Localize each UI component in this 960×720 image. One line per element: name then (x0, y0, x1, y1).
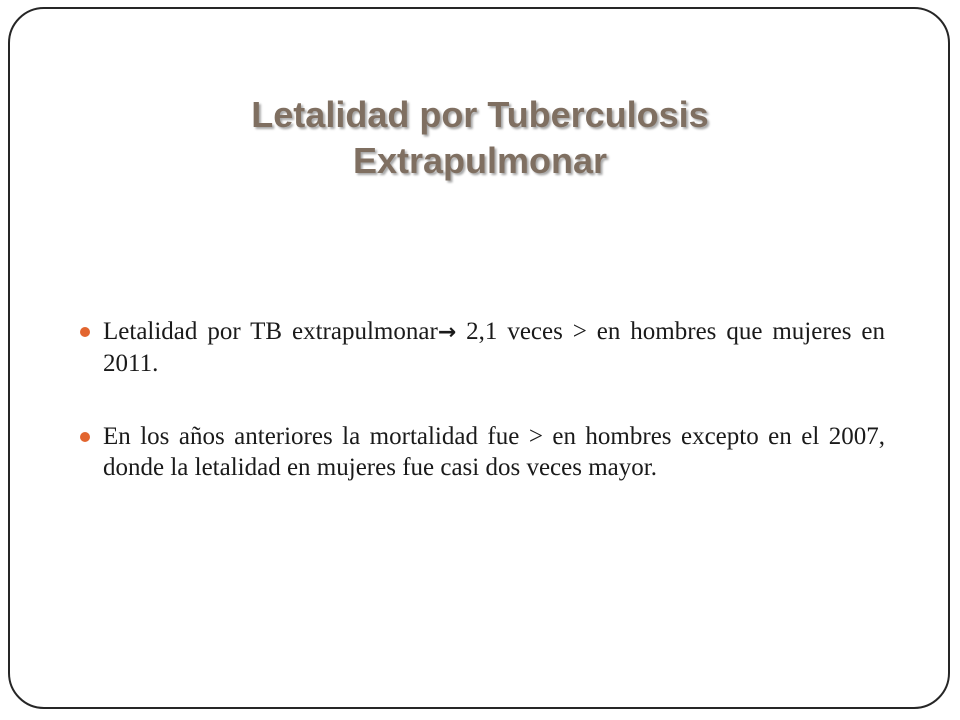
bullet-text: En los años anteriores la mortalidad fue > en hombres excepto en el 2007, donde la letalidad en mujeres fue casi dos veces mayor. (103, 423, 885, 481)
title-line-1: Letalidad por Tuberculosis (251, 94, 709, 135)
bullet-dot-icon (80, 432, 90, 442)
slide-title (100, 92, 860, 184)
title-line-2: Extrapulmonar (352, 140, 608, 181)
bullet-list (80, 316, 885, 525)
bullet-text-before-arrow: Letalidad por TB extrapulmonar (103, 318, 438, 345)
bullet-item-mortalidad-anterior (80, 421, 885, 483)
bullet-text-after-arrow: 2,1 veces > en hombres que mujeres en 2011. (103, 318, 886, 377)
right-arrow-icon: → (437, 320, 457, 345)
bullet-item-letalidad-2011 (80, 316, 885, 379)
bullet-dot-icon (80, 327, 90, 337)
